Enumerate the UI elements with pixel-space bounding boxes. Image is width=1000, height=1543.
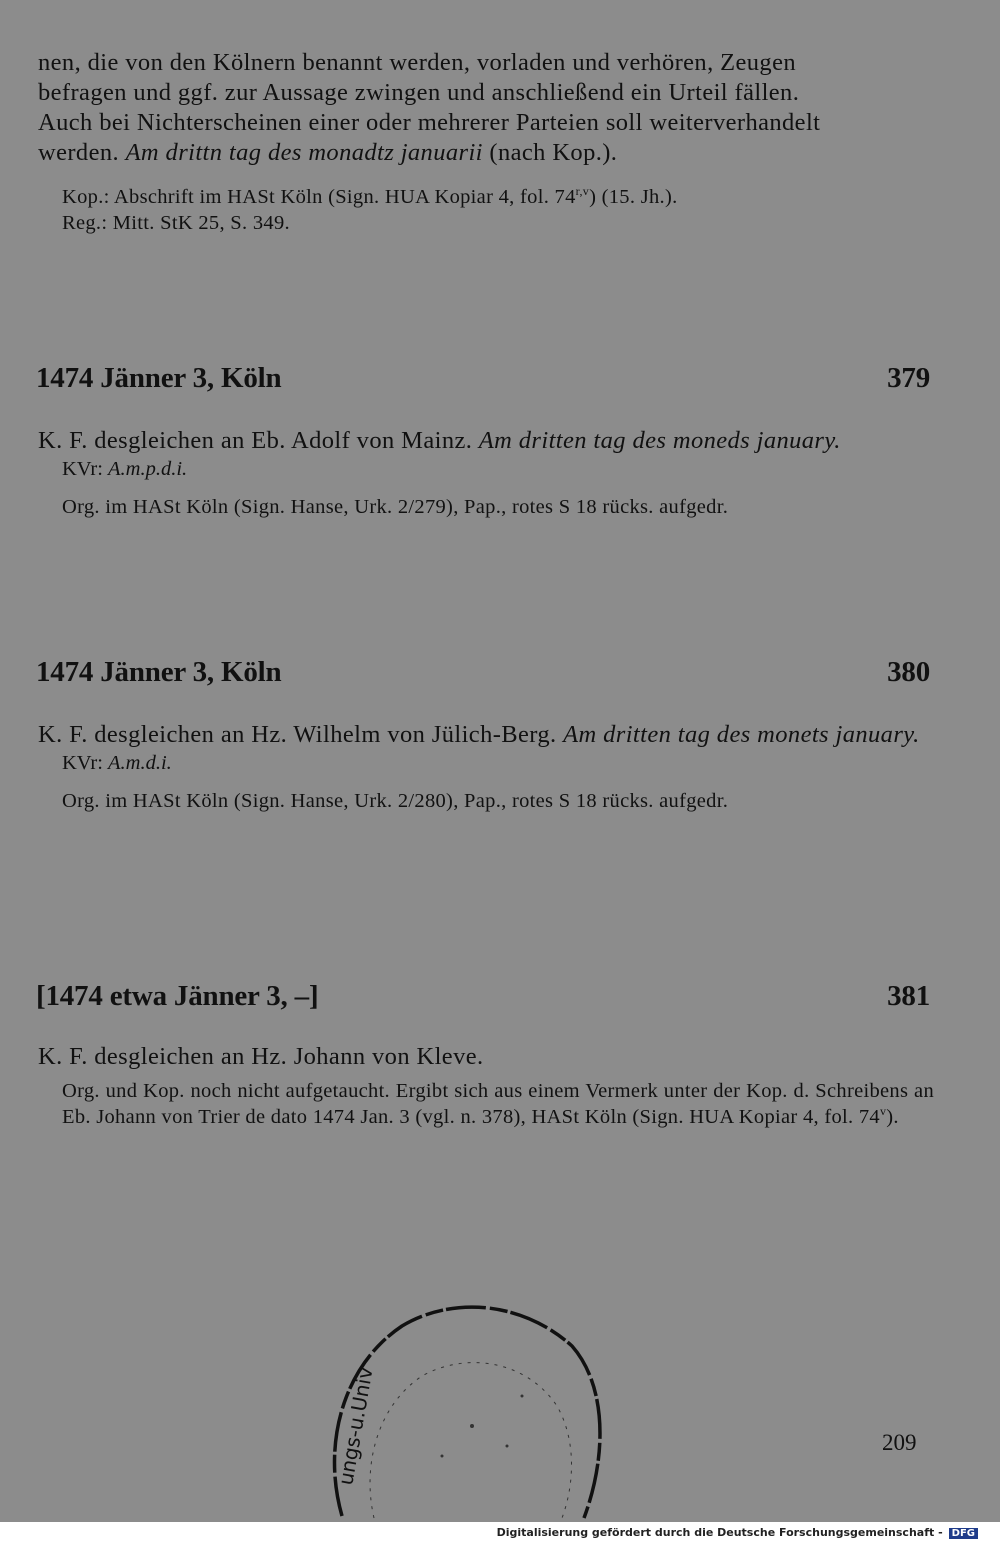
paragraph-line: nen, die von den Kölnern benannt werden, vorladen und verhören, Zeugen <box>38 49 796 76</box>
entry-body <box>38 1042 934 1130</box>
page-number: 209 <box>882 1430 917 1455</box>
source-note: Org. im HASt Köln (Sign. Hanse, Urk. 2/279), Pap., rotes S 18 rücks. aufgedr. <box>62 496 729 518</box>
kvr-line <box>38 750 934 776</box>
entry-body <box>38 426 934 520</box>
kvr-value: A.m.p.d.i. <box>108 458 188 480</box>
text-span: Org. und Kop. noch nicht aufgetaucht. Ergibt sich aus einem Vermerk unter der Kop. d. Schreibens an Eb. Johann von Trier de dato 1474 Jan. 3 (vgl. n. 378), HASt Köln (Sign. HUA Kopiar 4, fol. 74 <box>62 1080 934 1128</box>
italic-quote: Am dritten tag des monets january. <box>563 721 920 748</box>
entry-number: 379 <box>887 362 930 394</box>
entry-number: 380 <box>887 656 930 688</box>
text-span: Kop.: Abschrift im HASt Köln (Sign. HUA Kopiar 4, fol. 74 <box>62 186 576 208</box>
superscript: v <box>879 1104 887 1119</box>
source-notes <box>38 184 934 236</box>
text-span: ) (15. Jh.). <box>589 186 678 208</box>
stamp-text: ungs-u.Univ <box>333 1365 378 1487</box>
copy-note <box>38 184 934 210</box>
entry-text: K. F. desgleichen an Hz. Johann von Kleve. <box>38 1043 484 1070</box>
text-span: ). <box>886 1106 899 1128</box>
source-note: Org. im HASt Köln (Sign. Hanse, Urk. 2/280), Pap., rotes S 18 rücks. aufgedr. <box>62 790 729 812</box>
paragraph-line <box>38 138 934 168</box>
text-span: K. F. desgleichen an Hz. Wilhelm von Jülich-Berg. <box>38 721 557 748</box>
entry-date: 1474 Jänner 3, Köln <box>36 656 282 688</box>
continuation-paragraph <box>38 48 934 168</box>
paragraph-line: Auch bei Nichterscheinen einer oder mehrerer Parteien soll weiterverhandelt <box>38 109 821 136</box>
footer-credit <box>497 1526 978 1539</box>
entry-text <box>38 426 934 456</box>
source-note <box>38 1078 934 1130</box>
entry-body <box>38 720 934 814</box>
entry-text <box>38 720 934 750</box>
superscript: r,v <box>575 184 590 199</box>
kvr-value: A.m.d.i. <box>108 752 172 774</box>
entry-date: 1474 Jänner 3, Köln <box>36 362 282 394</box>
library-stamp <box>322 1296 606 1522</box>
kvr-line <box>38 456 934 482</box>
text-span: K. F. desgleichen an Eb. Adolf von Mainz. <box>38 427 473 454</box>
register-note: Reg.: Mitt. StK 25, S. 349. <box>62 212 290 234</box>
entry-heading <box>36 362 930 395</box>
kvr-label: KVr: <box>62 458 103 480</box>
text-span: werden. <box>38 139 120 166</box>
kvr-label: KVr: <box>62 752 103 774</box>
paragraph-line: befragen und ggf. zur Aussage zwingen und anschließend ein Urteil fällen. <box>38 79 800 106</box>
footer-text: Digitalisierung gefördert durch die Deutsche Forschungsgemeinschaft - <box>496 1526 943 1539</box>
entry-heading <box>36 980 930 1013</box>
italic-quote: Am drittn tag des monadtz januarii <box>125 139 483 166</box>
entry-date: [1474 etwa Jänner 3, –] <box>36 980 319 1012</box>
entry-heading <box>36 656 930 689</box>
italic-quote: Am dritten tag des moneds january. <box>478 427 841 454</box>
dfg-logo: DFG <box>949 1528 978 1539</box>
entry-number: 381 <box>887 980 930 1012</box>
text-span: (nach Kop.). <box>489 139 618 166</box>
